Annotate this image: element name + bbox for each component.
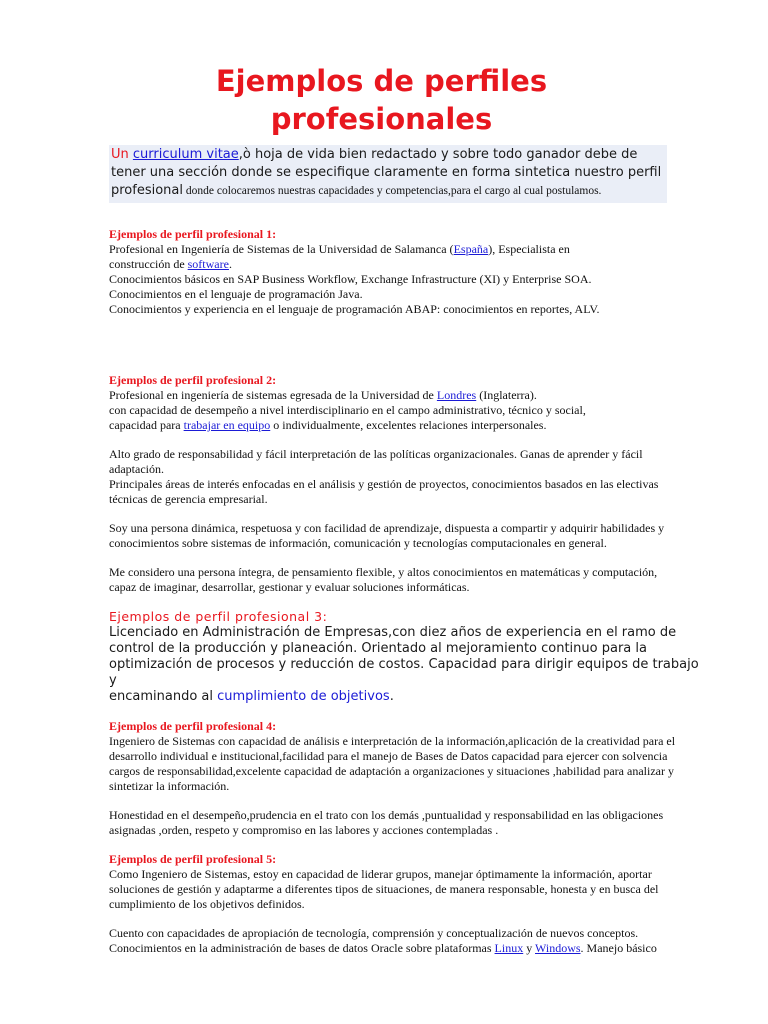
spacer xyxy=(109,317,708,359)
perfil-2-line-2: con capacidad de desempeño a nivel interdisciplinario en el campo administrativo, técnico y social, xyxy=(109,403,586,417)
perfil-2-text: (Inglaterra). xyxy=(476,388,537,402)
perfil-4-line-1: Ingeniero de Sistemas con capacidad de análisis e interpretación de la información,aplicación de la creatividad para el xyxy=(109,734,676,748)
londres-link[interactable]: Londres xyxy=(436,388,477,402)
perfil-5-line-2: soluciones de gestión y adaptarme a diferentes tipos de situaciones, de manera responsable, honesta y en busca del xyxy=(109,882,659,896)
spacer xyxy=(109,912,708,926)
perfil-4-p2-line-2: asignadas ,orden, respeto y compromiso en las labores y acciones contempladas . xyxy=(109,823,499,837)
perfil-1-text: ), Especialista en xyxy=(488,242,570,256)
perfil-2-text: o individualmente, excelentes relaciones interpersonales. xyxy=(270,418,547,432)
perfil-2-heading: Ejemplos de perfil profesional 2: xyxy=(109,373,277,387)
cumplimiento-de-objetivos-link[interactable]: cumplimiento de objetivos xyxy=(217,689,390,704)
perfil-5-heading: Ejemplos de perfil profesional 5: xyxy=(109,852,277,866)
perfil-5-text: y xyxy=(523,941,536,955)
perfil-2-text: Profesional en ingeniería de sistemas egresada de la Universidad de xyxy=(109,388,437,402)
perfil-5-text: . Manejo básico xyxy=(580,941,657,955)
perfil-5-text: Conocimientos en la administración de bases de datos Oracle sobre plataformas xyxy=(109,941,495,955)
intro-box xyxy=(109,145,667,203)
perfil-2-p2-line-2: adaptación. xyxy=(109,462,164,476)
spacer xyxy=(109,705,708,719)
espana-link[interactable]: España xyxy=(453,242,489,256)
perfil-2-p3-line-1: Soy una persona dinámica, respetuosa y con facilidad de aprendizaje, dispuesta a compartir y adquirir habilidades y xyxy=(109,521,665,535)
perfil-2-line-3 xyxy=(109,418,708,433)
perfil-2-text: capacidad para xyxy=(109,418,184,432)
perfil-2-line-1 xyxy=(109,388,708,403)
intro-line-1 xyxy=(111,146,663,164)
perfil-2-p2-line-4: técnicas de gerencia empresarial. xyxy=(109,492,268,506)
perfil-2-p2-line-3: Principales áreas de interés enfocadas en el análisis y gestión de proyectos, conocimientos basados en las electivas xyxy=(109,477,659,491)
trabajar-en-equipo-link[interactable]: trabajar en equipo xyxy=(183,418,271,432)
intro-text-4: donde colocaremos nuestras capacidades y competencias,para el cargo al cual postulamos. xyxy=(183,185,602,197)
perfil-4-section xyxy=(109,719,708,838)
perfil-1-line-4: Conocimientos en el lenguaje de programación Java. xyxy=(109,287,363,301)
intro-text-3: profesional xyxy=(111,183,183,198)
perfil-4-line-3: cargos de responsabilidad,excelente capacidad de adaptación a organizaciones y situaciones ,habilidad para analizar y xyxy=(109,764,674,778)
perfil-1-line-5: Conocimientos y experiencia en el lenguaje de programación ABAP: conocimientos en reportes, ALV. xyxy=(109,302,600,316)
perfil-5-p2-line-2 xyxy=(109,941,708,956)
perfil-5-line-1: Como Ingeniero de Sistemas, estoy en capacidad de liderar grupos, manejar óptimamente la información, aportar xyxy=(109,867,652,881)
perfil-3-line-2: control de la producción y planeación. Orientado al mejoramiento continuo para la xyxy=(109,641,647,656)
perfil-4-line-4: sintetizar la información. xyxy=(109,779,230,793)
perfil-5-line-3: cumplimiento de los objetivos definidos. xyxy=(109,897,305,911)
spacer xyxy=(109,551,708,565)
spacer xyxy=(109,507,708,521)
perfil-5-section xyxy=(109,852,708,956)
intro-text-1: ,ò hoja de vida bien redactado y sobre todo ganador debe de xyxy=(238,147,638,162)
perfil-2-p3-line-2: conocimientos sobre sistemas de información, comunicación y tecnologías computacionales en general. xyxy=(109,536,607,550)
perfil-3-line-3: optimización de procesos y reducción de costos. Capacidad para dirigir equipos de trabajo y xyxy=(109,657,699,688)
perfil-1-line-2 xyxy=(109,257,708,272)
perfil-1-text: construcción de xyxy=(109,257,188,271)
perfil-3-section xyxy=(109,609,708,705)
perfil-2-p4-line-2: capaz de imaginar, desarrollar, gestionar y evaluar soluciones informáticas. xyxy=(109,580,470,594)
curriculum-vitae-link[interactable]: curriculum vitae xyxy=(132,147,239,162)
windows-link[interactable]: Windows xyxy=(535,941,581,955)
perfil-2-p4-line-1: Me considero una persona íntegra, de pensamiento flexible, y altos conocimientos en matemáticas y computación, xyxy=(109,565,658,579)
perfil-3-text: encaminando al xyxy=(109,689,218,704)
perfil-3-heading: Ejemplos de perfil profesional 3: xyxy=(109,609,328,624)
perfil-4-p2-line-1: Honestidad en el desempeño,prudencia en el trato con los demás ,puntualidad y responsabilidad en las obligaciones xyxy=(109,808,664,822)
perfil-4-heading: Ejemplos de perfil profesional 4: xyxy=(109,719,277,733)
linux-link[interactable]: Linux xyxy=(494,941,524,955)
spacer xyxy=(109,794,708,808)
perfil-3-text: . xyxy=(389,689,394,704)
perfil-2-section xyxy=(109,373,708,595)
spacer xyxy=(109,595,708,609)
spacer xyxy=(109,838,708,852)
intro-prefix: Un xyxy=(111,147,133,162)
intro-line-3 xyxy=(111,182,663,200)
perfil-2-p2-line-1: Alto grado de responsabilidad y fácil interpretación de las políticas organizacionales. Ganas de aprender y fácil xyxy=(109,447,643,461)
perfil-4-line-2: desarrollo individual e institucional,facilidad para el manejo de Bases de Datos capacidad para ejercer con solvencia xyxy=(109,749,668,763)
perfil-1-heading: Ejemplos de perfil profesional 1: xyxy=(109,227,277,241)
spacer xyxy=(109,359,708,373)
perfil-5-p2-line-1: Cuento con capacidades de apropiación de tecnología, comprensión y conceptualización de nuevos conceptos. xyxy=(109,926,639,940)
perfil-1-section xyxy=(109,227,708,317)
perfil-3-line-1: Licenciado en Administración de Empresas,con diez años de experiencia en el ramo de xyxy=(109,625,677,640)
software-link[interactable]: software xyxy=(187,257,229,271)
perfil-1-text: . xyxy=(228,257,232,271)
perfil-1-line-3: Conocimientos básicos en SAP Business Workflow, Exchange Infrastructure (XI) y Enterprise SOA. xyxy=(109,272,592,286)
perfil-3-line-4 xyxy=(109,689,708,705)
page-title-line-1: Ejemplos de perfiles xyxy=(215,64,548,98)
perfil-1-line-1 xyxy=(109,242,708,257)
spacer xyxy=(109,433,708,447)
page-title xyxy=(109,62,654,138)
perfil-1-text: Profesional en Ingeniería de Sistemas de la Universidad de Salamanca ( xyxy=(109,242,454,256)
page-title-line-2: profesionales xyxy=(270,102,493,136)
intro-line-2: tener una sección donde se especifique claramente en forma sintetica nuestro perfil xyxy=(111,165,662,180)
